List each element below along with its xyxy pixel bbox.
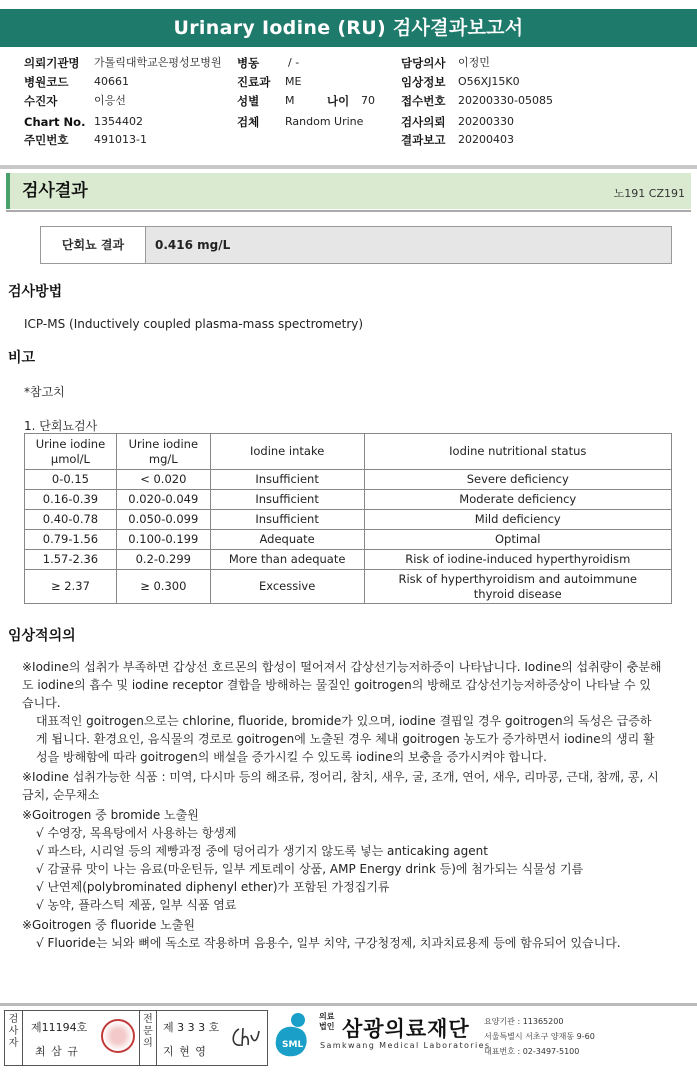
info-row [0, 113, 697, 131]
table-cell: 1.57-2.36 [25, 550, 117, 570]
section-title: 검사결과 [22, 181, 88, 201]
table-cell: 0.16-0.39 [25, 490, 117, 510]
table-cell: < 0.020 [116, 470, 210, 490]
section-title: 임상적의의 [8, 628, 76, 644]
table-cell: 0.2-0.299 [116, 550, 210, 570]
table-cell: Mild deficiency [364, 510, 671, 530]
test-code: 노191 CZ191 [613, 187, 685, 200]
info-row [0, 131, 697, 149]
info-value: 이정민 [458, 56, 490, 69]
tester-name: 최 삼 규 [35, 1045, 79, 1058]
info-label: 성별 [237, 94, 260, 108]
table-row [25, 530, 672, 550]
info-value: 491013-1 [94, 133, 147, 146]
info-label: 담당의사 [401, 56, 446, 70]
info-value: 40661 [94, 75, 129, 88]
bromide-list [36, 824, 662, 914]
tester-label: 검사자 [5, 1011, 23, 1065]
result-section-header [6, 173, 691, 209]
info-value: O56XJ15K0 [458, 75, 520, 88]
column-header: Iodine intake [210, 434, 364, 470]
list-item: √ Fluoride는 뇌와 뼈에 독소로 작용하며 음용수, 일부 치약, 구강청정제, 치과치료용제 등에 함유되어 있습니다. [36, 936, 621, 950]
divider [0, 165, 697, 169]
org-info-line: 요양기관 : 11365200 [484, 1017, 564, 1026]
org-subtitle: Samkwang Medical Laboratories [320, 1041, 491, 1050]
table-cell: Excessive [210, 570, 364, 604]
org-kind: 의료법인 [319, 1012, 335, 1031]
reviewer-name: 지 현 영 [163, 1045, 207, 1058]
table-cell: Risk of iodine-induced hyperthyroidism [364, 550, 671, 570]
section-title: 검사방법 [8, 284, 63, 300]
divider [6, 210, 691, 212]
info-label: 검사의뢰 [401, 115, 446, 129]
info-label: 나이 [327, 94, 350, 108]
info-label: 병원코드 [24, 75, 69, 89]
column-header: Urine iodine μmol/L [25, 434, 117, 470]
table-cell: More than adequate [210, 550, 364, 570]
info-label: 임상정보 [401, 75, 446, 89]
info-value: Random Urine [285, 115, 364, 128]
org-contact-info [484, 1014, 595, 1059]
result-value: 0.416 mg/L [155, 238, 231, 252]
table-cell: Optimal [364, 530, 671, 550]
info-value: 20200330-05085 [458, 94, 553, 107]
info-value: 이응선 [94, 94, 126, 107]
list-item: √ 감귤류 맛이 나는 음료(마운틴듀, 일부 게토레이 상품, AMP Energy drink 등)에 첨가되는 식물성 기름 [36, 862, 584, 876]
info-label: 검체 [237, 115, 260, 129]
reviewer-license: 제 3 3 3 호 [163, 1021, 220, 1034]
org-info-line: 대표번호 : 02-3497-5100 [484, 1047, 580, 1056]
patient-info-panel [0, 52, 697, 164]
column-header: Urine iodine mg/L [116, 434, 210, 470]
table-cell: 0.020-0.049 [116, 490, 210, 510]
clinical-paragraph: 대표적인 goitrogen으로는 chlorine, fluoride, bromide가 있으며, iodine 결핍일 경우 goitrogen의 독성은 급증하게 됩니다. 환경요인, 음식물의 경로로 goitrogen에 노출된 경우 체내 goitrogen 농도가 증가하면서 iodine의 생리 활성을 방해함에 따라 goitrogen의 배설을 증가시킬 수 있도록 iodine의 보충을 증가시켜야 합니다. [36, 714, 655, 764]
list-item: √ 수영장, 목욕탕에서 사용하는 항생제 [36, 826, 237, 840]
info-value: 가톨릭대학교은평성모병원 [94, 56, 222, 69]
info-row [0, 92, 697, 110]
info-label: 주민번호 [24, 133, 69, 147]
divider [0, 1003, 697, 1006]
table-row [25, 470, 672, 490]
list-item: √ 난연제(polybrominated diphenyl ether)가 포함된 가정집기류 [36, 880, 390, 894]
info-label: 병동 [237, 56, 260, 70]
info-label: 의뢰기관명 [24, 56, 80, 70]
column-header: Iodine nutritional status [364, 434, 671, 470]
info-label: 진료과 [237, 75, 271, 89]
table-cell: Risk of hyperthyroidism and autoimmune thyroid disease [364, 570, 671, 604]
method-text: ICP-MS (Inductively coupled plasma-mass spectrometry) [24, 317, 364, 331]
org-name: 삼광의료재단 [342, 1017, 470, 1041]
table-cell: 0.79-1.56 [25, 530, 117, 550]
info-label: 접수번호 [401, 94, 446, 108]
section-title: 비고 [8, 350, 36, 366]
signature-box [4, 1010, 268, 1066]
info-value: ME [285, 75, 302, 88]
result-label: 단회뇨 결과 [41, 227, 146, 263]
list-item: √ 파스타, 시리얼 등의 제빵과정 중에 덩어리가 생기지 않도록 넣는 anticaking agent [36, 844, 488, 858]
table-header-row [25, 434, 672, 470]
info-label: 결과보고 [401, 133, 446, 147]
table-cell: Moderate deficiency [364, 490, 671, 510]
table-cell: Adequate [210, 530, 364, 550]
seal-stamp-icon [101, 1019, 135, 1053]
table-cell: 0-0.15 [25, 470, 117, 490]
clinical-paragraph: ※Iodine의 섭취가 부족하면 갑상선 호르몬의 합성이 떨어져서 갑상선기능저하증이 나타납니다. Iodine의 섭취량이 충분해도 iodine의 흡수 및 iodine receptor 결합을 방해하는 물질인 goitrogen의 방해로 갑상선기능저하증상이 나타날 수 있습니다. [22, 660, 662, 710]
info-value: 20200403 [458, 133, 514, 146]
signature-icon [229, 1025, 261, 1056]
table-caption: 1. 단회뇨검사 [24, 419, 98, 433]
info-label: Chart No. [24, 115, 86, 129]
table-cell: Severe deficiency [364, 470, 671, 490]
table-cell: Insufficient [210, 490, 364, 510]
tester-license: 제11194호 [31, 1021, 88, 1034]
table-cell: Insufficient [210, 470, 364, 490]
fluoride-title: ※Goitrogen 중 fluoride 노출원 [22, 918, 195, 932]
table-cell: 0.050-0.099 [116, 510, 210, 530]
table-row [25, 490, 672, 510]
list-item: √ 농약, 플라스틱 제품, 일부 식품 염료 [36, 898, 237, 912]
info-value: 1354402 [94, 115, 143, 128]
sml-logo-icon [272, 1010, 316, 1060]
table-row [25, 510, 672, 530]
reviewer-label: 전문의 [139, 1011, 157, 1065]
org-info-line: 서울특별시 서초구 양재동 9-60 [484, 1032, 595, 1041]
table-cell: 0.100-0.199 [116, 530, 210, 550]
clinical-paragraph: ※Iodine 섭취가능한 식품 : 미역, 다시마 등의 해조류, 정어리, 참치, 새우, 굴, 조개, 연어, 새우, 리마콩, 근대, 참깨, 콩, 시금치, 순무채소 [22, 770, 659, 802]
reference-note: *참고치 [24, 385, 65, 399]
bromide-title: ※Goitrogen 중 bromide 노출원 [22, 808, 199, 822]
result-box [40, 226, 672, 264]
info-label: 수진자 [24, 94, 58, 108]
report-title: Urinary Iodine (RU) 검사결과보고서 [0, 9, 697, 47]
info-value: / - [288, 56, 300, 69]
table-cell: ≥ 2.37 [25, 570, 117, 604]
table-row [25, 570, 672, 604]
info-row [0, 54, 697, 72]
table-cell: ≥ 0.300 [116, 570, 210, 604]
info-value: 20200330 [458, 115, 514, 128]
logo-text: SML [282, 1040, 304, 1050]
info-row [0, 73, 697, 91]
table-row [25, 550, 672, 570]
table-cell: 0.40-0.78 [25, 510, 117, 530]
table-cell: Insufficient [210, 510, 364, 530]
reference-table [24, 433, 672, 604]
info-value: 70 [361, 94, 375, 107]
info-value: M [285, 94, 295, 107]
